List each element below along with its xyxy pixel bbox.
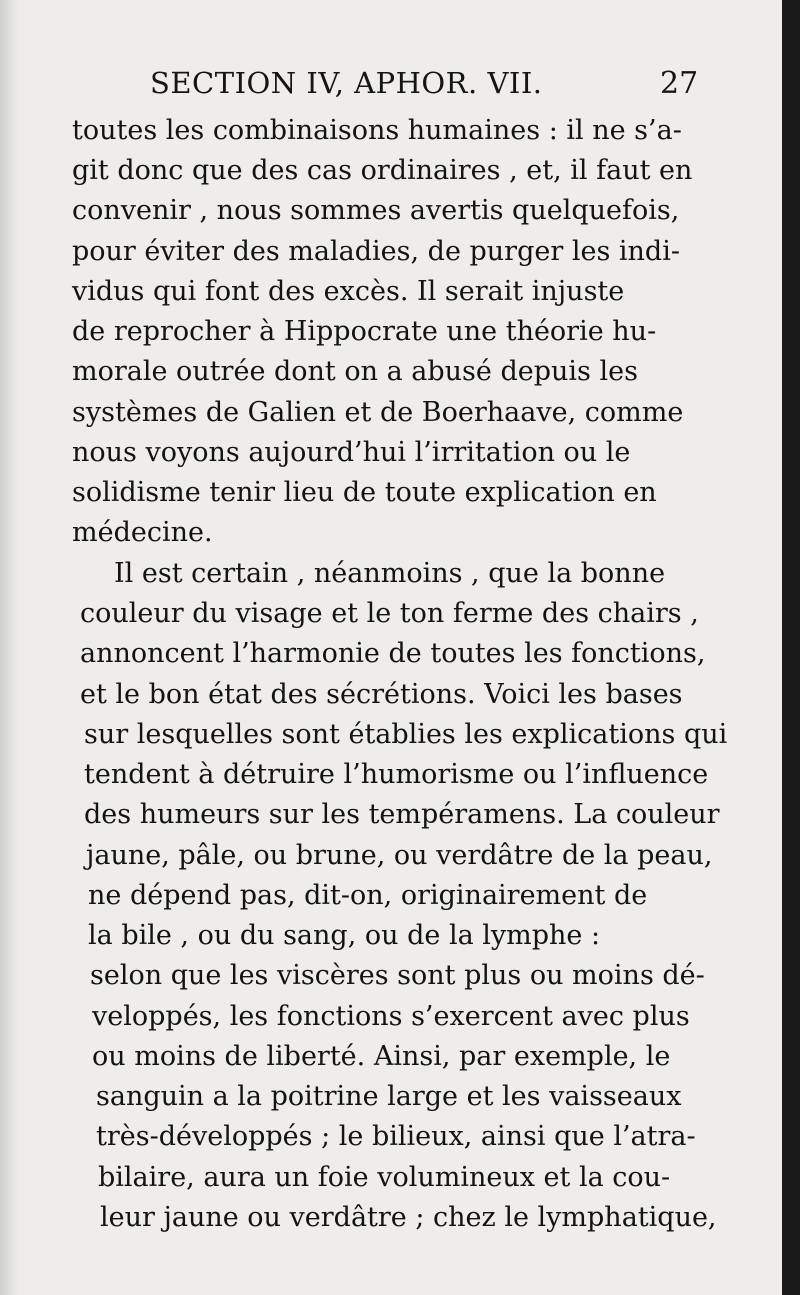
- text-line: très-développés ; le bilieux, ainsi que l’atra-: [96, 1121, 696, 1152]
- text-line: annoncent l’harmonie de toutes les fonctions,: [80, 638, 706, 669]
- text-line: de reprocher à Hippocrate une théorie hu-: [72, 316, 657, 347]
- text-line: sur lesquelles sont établies les explications qui: [84, 719, 728, 750]
- text-line: morale outrée dont on a abusé depuis les: [72, 356, 638, 387]
- text-line: leur jaune ou verdâtre ; chez le lymphatique,: [100, 1202, 717, 1233]
- text-line: sanguin a la poitrine large et les vaisseaux: [96, 1081, 682, 1112]
- text-line: nous voyons aujourd’hui l’irritation ou le: [72, 437, 631, 468]
- text-line: jaune, pâle, ou brune, ou verdâtre de la peau,: [86, 840, 713, 871]
- text-line: convenir , nous sommes avertis quelquefois,: [72, 195, 680, 226]
- page-edge-shadow: [0, 0, 18, 1295]
- text-line: pour éviter des maladies, de purger les indi-: [72, 236, 680, 267]
- text-line: toutes les combinaisons humaines : il ne s’a-: [72, 115, 682, 146]
- text-line: des humeurs sur les tempéramens. La couleur: [84, 799, 720, 830]
- text-line: médecine.: [72, 517, 213, 548]
- text-line: ou moins de liberté. Ainsi, par exemple, le: [92, 1041, 671, 1072]
- text-line: veloppés, les fonctions s’exercent avec plus: [92, 1001, 690, 1032]
- text-line: bilaire, aura un foie volumineux et la cou-: [98, 1162, 671, 1193]
- text-line: la bile , ou du sang, ou de la lymphe :: [88, 920, 601, 951]
- text-line: selon que les viscères sont plus ou moins dé-: [90, 960, 705, 991]
- text-line: couleur du visage et le ton ferme des chairs ,: [80, 598, 699, 629]
- text-line: solidisme tenir lieu de toute explication en: [72, 477, 657, 508]
- text-line: vidus qui font des excès. Il serait injuste: [72, 276, 625, 307]
- text-line: git donc que des cas ordinaires , et, il faut en: [72, 155, 693, 186]
- text-line: et le bon état des sécrétions. Voici les bases: [80, 679, 683, 710]
- page-number: 27: [660, 66, 699, 101]
- text-line: ne dépend pas, dit-on, originairement de: [88, 880, 648, 911]
- text-line: Il est certain , néanmoins , que la bonne: [114, 558, 666, 589]
- text-line: systèmes de Galien et de Boerhaave, comme: [72, 397, 684, 428]
- running-head: [0, 66, 782, 106]
- text-line: tendent à détruire l’humorisme ou l’influence: [84, 759, 709, 790]
- running-title: SECTION IV, APHOR. VII.: [150, 66, 543, 100]
